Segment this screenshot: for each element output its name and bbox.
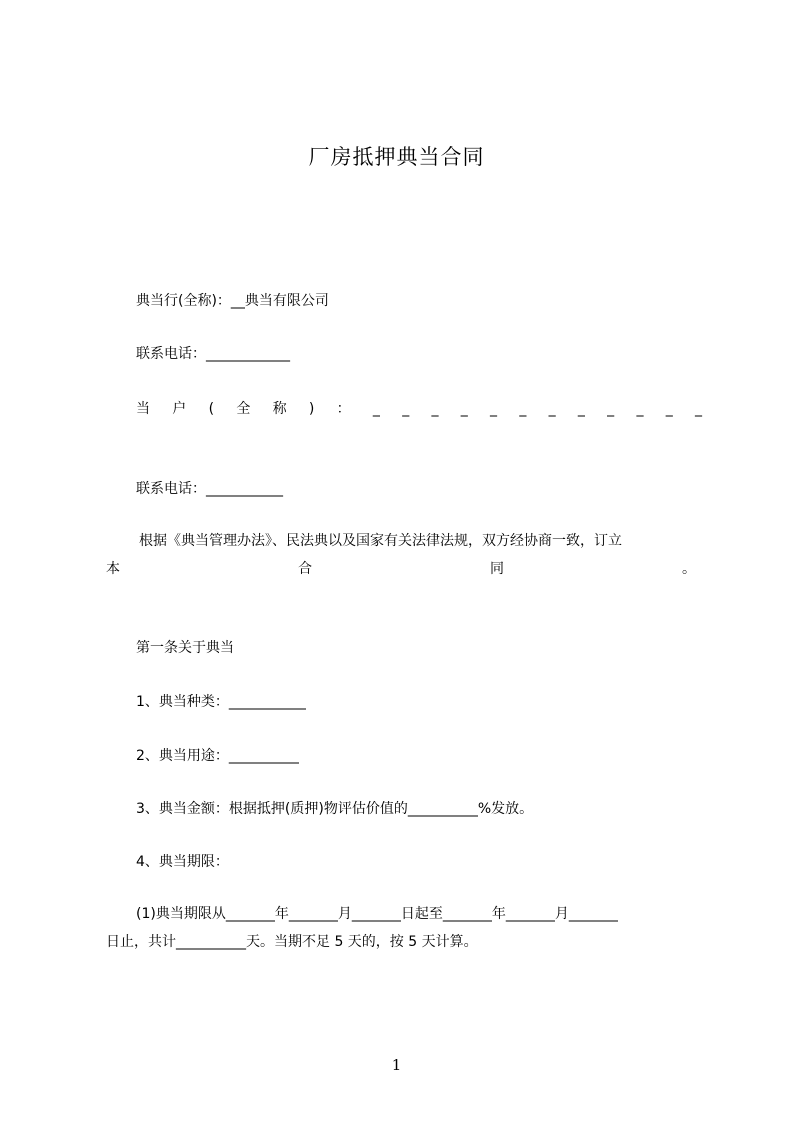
pawn-term-line: 4、典当期限： <box>136 854 229 870</box>
pawner-blank: _ <box>490 401 498 417</box>
pawner-blank: _ <box>548 401 556 417</box>
article-1-heading: 第一条关于典当 <box>136 640 234 656</box>
pawner-blank: _ <box>431 401 439 417</box>
pawner-blank: _ <box>695 401 702 417</box>
pawner-blank: _ <box>519 401 527 417</box>
pawner-name-line <box>136 399 702 419</box>
pawn-type-line: 1、典当种类：___________ <box>136 694 306 710</box>
pawner-char: 当 <box>136 401 150 417</box>
pawner-blank: _ <box>665 401 673 417</box>
basis-line-1: 根据《典当管理办法》、民法典以及国家有关法律法规，双方经协商一致，订立 <box>139 533 622 549</box>
pawner-blank: _ <box>402 401 410 417</box>
page-number: 1 <box>391 1056 402 1074</box>
basis-char: 同 <box>490 561 504 577</box>
pawner-blank: _ <box>372 401 380 417</box>
pawner-blank: _ <box>636 401 644 417</box>
pawnshop-name-line: 典当行(全称)：__典当有限公司 <box>136 293 329 309</box>
pawner-blank: _ <box>577 401 585 417</box>
basis-char: 合 <box>298 561 312 577</box>
pawner-blank: _ <box>607 401 615 417</box>
pawn-amount-line: 3、典当金额：根据抵押(质押)物评估价值的__________%发放。 <box>136 801 534 817</box>
basis-char: 。 <box>682 561 696 577</box>
pawner-phone-line: 联系电话：___________ <box>136 481 283 497</box>
pawner-char: ： <box>336 401 351 417</box>
pawner-char: ( <box>208 401 215 417</box>
basis-char: 本 <box>106 561 120 577</box>
term-detail-line-1: (1)典当期限从_______年_______月_______日起至_______年_______月_______ <box>136 906 618 922</box>
pawner-blank: _ <box>460 401 468 417</box>
pawner-char: ) <box>308 401 315 417</box>
pawner-char: 称 <box>272 401 287 417</box>
pawnshop-phone-line: 联系电话：____________ <box>136 346 290 362</box>
pawner-char: 户 <box>172 401 187 417</box>
document-title: 厂房抵押典当合同 <box>308 145 485 169</box>
term-detail-line-2: 日止，共计__________天。当期不足 5 天的，按 5 天计算。 <box>106 934 478 950</box>
pawn-purpose-line: 2、典当用途：__________ <box>136 748 299 764</box>
pawner-char: 全 <box>236 401 251 417</box>
basis-line-2 <box>106 559 696 579</box>
